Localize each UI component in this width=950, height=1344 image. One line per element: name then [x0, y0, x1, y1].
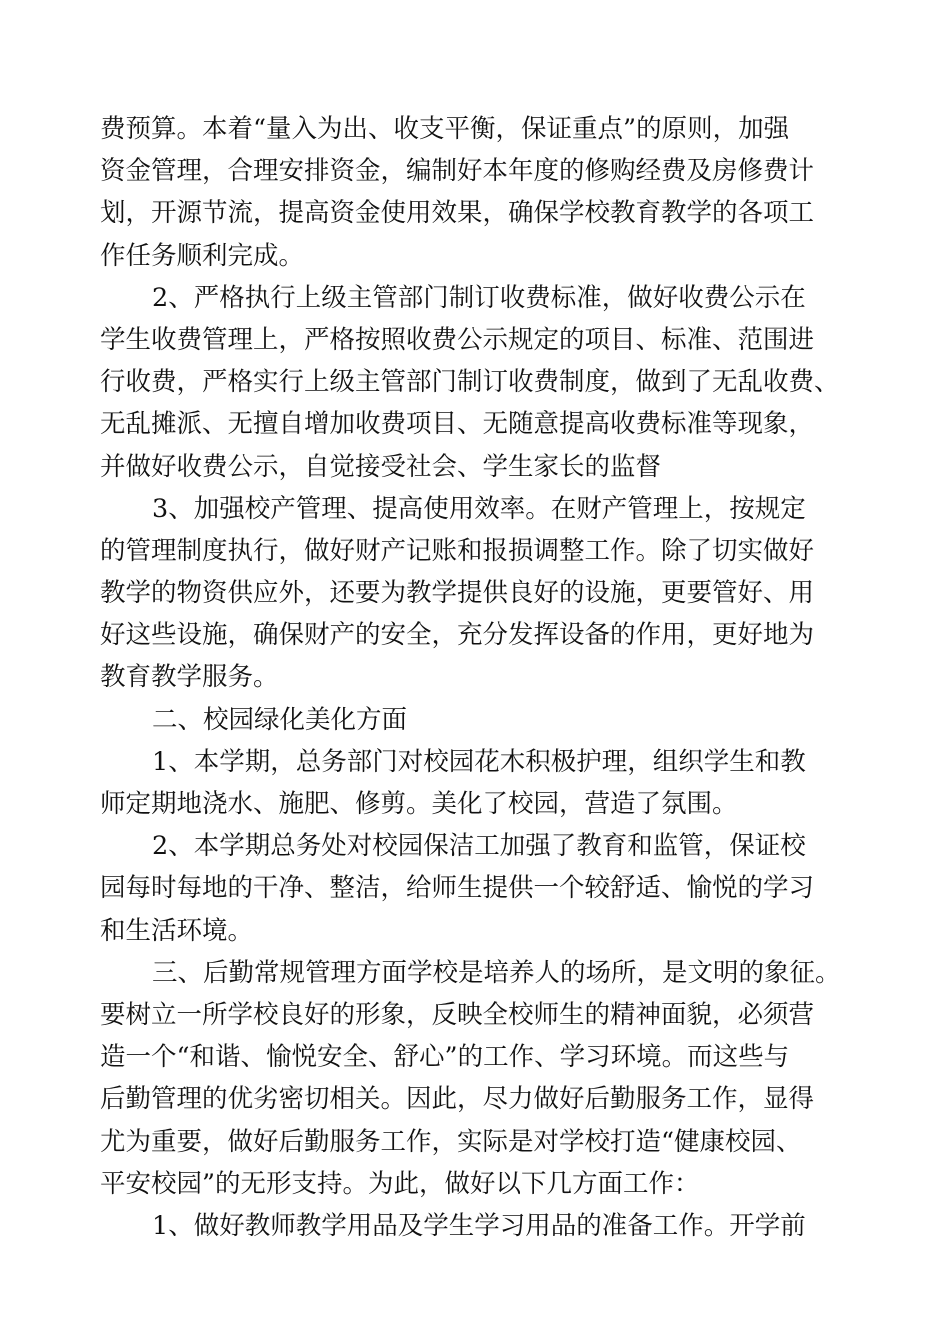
- text-line: 费预算。本着“量入为出、收支平衡，保证重点”的原则，加强: [100, 114, 790, 144]
- text-line: 作任务顺利完成。: [100, 240, 305, 271]
- paragraph-start-line: 3、加强校产管理、提高使用效率。在财产管理上，按规定: [152, 493, 806, 524]
- text-line: 要树立一所学校良好的形象，反映全校师生的精神面貌，必须营: [100, 999, 815, 1030]
- text-line: 的管理制度执行，做好财产记账和报损调整工作。除了切实做好: [100, 535, 815, 566]
- section-heading: 二、校园绿化美化方面: [152, 704, 408, 735]
- text-line: 教学的物资供应外，还要为教学提供良好的设施，更要管好、用: [100, 578, 815, 609]
- text-line: 资金管理，合理安排资金，编制好本年度的修购经费及房修费计: [100, 156, 815, 187]
- text-line: 无乱摊派、无擅自增加收费项目、无随意提高收费标准等现象，: [100, 409, 815, 440]
- text-line: 教育教学服务。: [100, 662, 279, 693]
- text-line: 并做好收费公示，自觉接受社会、学生家长的监督: [100, 451, 662, 482]
- text-line: 师定期地浇水、施肥、修剪。美化了校园，营造了氛围。: [100, 789, 738, 819]
- text-line: 后勤管理的优劣密切相关。因此，尽力做好后勤服务工作，显得: [100, 1084, 815, 1115]
- text-line: 和生活环境。: [100, 915, 254, 946]
- text-line: 尤为重要，做好后勤服务工作，实际是对学校打造“健康校园、: [100, 1126, 802, 1157]
- document-body: [100, 108, 890, 1247]
- paragraph-start-line: 1、本学期，总务部门对校园花木积极护理，组织学生和教: [152, 746, 806, 777]
- text-line: 造一个“和谐、愉悦安全、舒心”的工作、学习环境。而这些与: [100, 1042, 790, 1073]
- text-line: 平安校园”的无形支持。为此，做好以下几方面工作：: [100, 1168, 700, 1199]
- text-line: 行收费，严格实行上级主管部门制订收费制度，做到了无乱收费、: [100, 367, 840, 398]
- text-line: 好这些设施，确保财产的安全，充分发挥设备的作用，更好地为: [100, 620, 815, 651]
- paragraph-start-line: 2、本学期总务处对校园保洁工加强了教育和监管，保证校: [152, 831, 806, 862]
- paragraph-start-line: 2、严格执行上级主管部门制订收费标准，做好收费公示在: [152, 282, 806, 313]
- section-heading: 三、后勤常规管理方面学校是培养人的场所，是文明的象征。: [152, 957, 841, 988]
- text-line: 园每时每地的干净、整洁，给师生提供一个较舒适、愉悦的学习: [100, 873, 815, 904]
- text-line: 学生收费管理上，严格按照收费公示规定的项目、标准、范围进: [100, 324, 815, 355]
- text-line: 划，开源节流，提高资金使用效果，确保学校教育教学的各项工: [100, 198, 815, 229]
- paragraph-start-line: 1、做好教师教学用品及学生学习用品的准备工作。开学前: [152, 1210, 806, 1241]
